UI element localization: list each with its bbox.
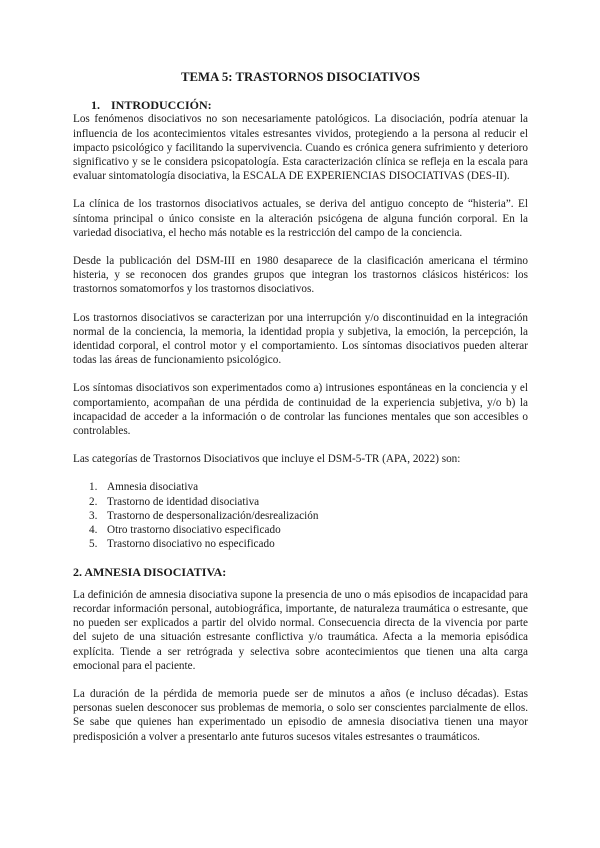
list-item-number: 2. [89,495,98,508]
intro-paragraph-3: Desde la publicación del DSM-III en 1980 desaparece de la clasificación americana el término histeria, y se reconocen dos grandes grupos que integran los trastornos clásicos histéricos: los trastornos somatomorfos y los trastornos disociativos. [73,255,528,296]
list-item-number: 4. [89,524,98,537]
section-1-title: INTRODUCCIÓN: [111,98,212,113]
list-item [73,495,528,509]
list-item [73,509,528,523]
intro-paragraph-2: La clínica de los trastornos disociativos actuales, se deriva del antiguo concepto de “histeria”. El síntoma principal o único consiste en la alteración psicógena de alguna función corporal. En la variedad disociativa, el hecho más notable es la restricción del campo de la conciencia. [73,198,528,239]
intro-paragraph-1: Los fenómenos disociativos no son necesariamente patológicos. La disociación, podría atenuar la influencia de los acontecimientos vitales estresantes vividos, protegiendo a la persona al reducir el impacto psicológico y facilitando la supervivencia. Cuando es crónica genera sufrimiento y deterioro significativo y se le considera psicopatología. Esta caracterización clínica se refleja en la escala para evaluar sintomatología disociativa, la ESCALA DE EXPERIENCIAS DISOCIATIVAS (DES-II). [73,113,528,183]
list-item-number: 3. [89,509,98,522]
list-item-text: Trastorno de despersonalización/desrealización [107,509,319,522]
list-item [73,523,528,537]
dissociative-categories-list [73,480,528,551]
amnesia-paragraph-1: La definición de amnesia disociativa supone la presencia de uno o más episodios de incapacidad para recordar información personal, autobiográfica, importante, de naturaleza traumática o estresante, que no pueden ser explicados a partir del olvido normal. Consecuencia directa de la vivencia por parte del sujeto de una situación estresante conflictiva y/o traumática. Afecta a la memoria episódica explícita. Tiende a ser retrógrada y selectiva sobre acontecimientos que tienen una alta carga emocional para el paciente. [73,588,528,672]
list-item-text: Amnesia disociativa [107,481,199,494]
list-item-text: Trastorno de identidad disociativa [107,495,260,508]
intro-paragraph-5: Los síntomas disociativos son experimentados como a) intrusiones espontáneas en la conciencia y el comportamiento, acompañan de una pérdida de continuidad de la experiencia subjetiva, y/o b) la incapacidad de acceder a la información o de controlar las funciones mentales que son accesibles o controlables. [73,382,528,438]
section-1-number: 1. [91,98,100,113]
list-item-text: Trastorno disociativo no especificado [107,538,275,551]
amnesia-paragraph-2: La duración de la pérdida de memoria puede ser de minutos a años (e incluso décadas). Estas personas suelen desconocer sus problemas de memoria, o solo ser conscientes parcialmente de ellos. Se sabe que quienes han experimentado un episodio de amnesia disociativa tienen una mayor predisposición a volver a presentarlo ante futuros sucesos vitales estresantes o traumáticos. [73,687,528,743]
list-item-text: Otro trastorno disociativo especificado [107,524,281,537]
section-2-heading: 2. AMNESIA DISOCIATIVA: [73,565,227,580]
list-item [73,480,528,494]
list-item-number: 1. [89,481,98,494]
document-title: TEMA 5: TRASTORNOS DISOCIATIVOS [180,70,421,84]
intro-paragraph-6: Las categorías de Trastornos Disociativos que incluye el DSM-5-TR (APA, 2022) son: [73,453,461,466]
list-item-number: 5. [89,538,98,551]
document-page [73,70,528,758]
section-1-heading [73,98,528,112]
list-item [73,537,528,551]
intro-paragraph-4: Los trastornos disociativos se caracterizan por una interrupción y/o discontinuidad en la integración normal de la conciencia, la memoria, la identidad propia y subjetiva, la emoción, la percepción, la identidad corporal, el control motor y el comportamiento. Los síntomas disociativos pueden alterar todas las áreas de funcionamiento psicológico. [73,311,528,367]
